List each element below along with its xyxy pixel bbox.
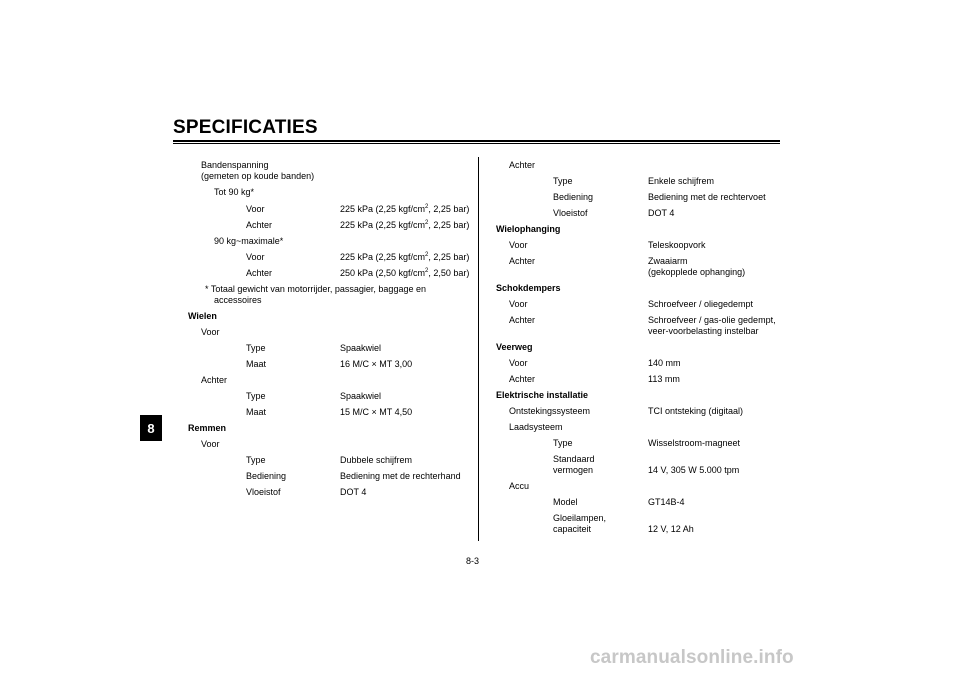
shocks-rear-value-1: Schroefveer / gas-olie gedempt, (648, 315, 776, 325)
watermark: carmanualsonline.info (590, 647, 794, 668)
brakes-rear-op-label: Bediening (553, 192, 594, 202)
to-max-label: 90 kg~maximale* (214, 236, 284, 246)
travel-front-label: Voor (509, 358, 528, 368)
up-to-90-front-label: Voor (246, 204, 265, 214)
brakes-rear-label: Achter (509, 160, 536, 170)
travel-rear-value: 113 mm (648, 374, 680, 384)
shocks-rear-label: Achter (509, 315, 536, 325)
battery-capacity-label-1: Gloeilampen, (553, 513, 607, 523)
ignition-value: TCI ontsteking (digitaal) (648, 406, 744, 416)
charging-type-value: Wisselstroom-magneet (648, 438, 741, 448)
up-to-90-label: Tot 90 kg* (214, 187, 255, 197)
battery-model-value: GT14B-4 (648, 497, 685, 507)
brakes-rear-type-label: Type (553, 176, 573, 186)
wheels-front-size-label: Maat (246, 359, 267, 369)
brakes-front-label: Voor (201, 439, 220, 449)
suspension-rear-value-2: (gekopplede ophanging) (648, 267, 746, 277)
battery-capacity-label-2: capaciteit (553, 524, 592, 534)
tire-pressure-note: (gemeten op koude banden) (201, 171, 315, 181)
charging-output-label-1: Standaard (553, 454, 595, 464)
tire-pressure-label: Bandenspanning (201, 160, 269, 170)
title-rule-thin (173, 143, 780, 144)
footnote-line-2: accessoires (214, 295, 262, 305)
suspension-rear-value-1: Zwaaiarm (648, 256, 688, 266)
shocks-rear-value-2: veer-voorbelasting instelbar (648, 326, 759, 336)
ignition-label: Ontstekingssysteem (509, 406, 591, 416)
charging-output-label-2: vermogen (553, 465, 594, 475)
travel-front-value: 140 mm (648, 358, 681, 368)
brakes-rear-type-value: Enkele schijfrem (648, 176, 715, 186)
wheels-front-label: Voor (201, 327, 220, 337)
up-to-90-rear-label: Achter (246, 220, 273, 230)
charging-label: Laadsysteem (509, 422, 563, 432)
page-number: 8-3 (466, 556, 480, 566)
wheels-front-type-label: Type (246, 343, 266, 353)
up-to-90-rear-value: 225 kPa (2,25 kgf/$cm^2$, 2,25 bar) (340, 220, 470, 230)
battery-model-label: Model (553, 497, 578, 507)
footnote-line-1: * Totaal gewicht van motorrijder, passagier, baggage en (205, 284, 426, 294)
battery-label: Accu (509, 481, 530, 491)
suspension-front-label: Voor (509, 240, 528, 250)
shocks-front-value: Schroefveer / oliegedempt (648, 299, 754, 309)
wheels-front-type-value: Spaakwiel (340, 343, 382, 353)
brakes-front-type-value: Dubbele schijfrem (340, 455, 413, 465)
electrical-heading: Elektrische installatie (496, 390, 589, 400)
brakes-front-fluid-label: Vloeistof (246, 487, 281, 497)
up-to-90-front-value: 225 kPa (2,25 kgf/$cm^2$, 2,25 bar) (340, 204, 470, 214)
to-max-front-label: Voor (246, 252, 265, 262)
wheels-rear-size-value: 15 M/C × MT 4,50 (340, 407, 413, 417)
to-max-rear-value: 250 kPa (2,50 kgf/$cm^2$, 2,50 bar) (340, 268, 470, 278)
wheels-rear-type-value: Spaakwiel (340, 391, 382, 401)
travel-heading: Veerweg (496, 342, 533, 352)
to-max-rear-label: Achter (246, 268, 273, 278)
brakes-front-op-label: Bediening (246, 471, 287, 481)
wheels-rear-size-label: Maat (246, 407, 267, 417)
brakes-rear-fluid-value: DOT 4 (648, 208, 675, 218)
travel-rear-label: Achter (509, 374, 536, 384)
suspension-heading: Wielophanging (496, 224, 561, 234)
brakes-front-type-label: Type (246, 455, 266, 465)
battery-capacity-value: 12 V, 12 Ah (648, 524, 694, 534)
brakes-front-op-value: Bediening met de rechterhand (340, 471, 461, 481)
wheels-rear-type-label: Type (246, 391, 266, 401)
shocks-heading: Schokdempers (496, 283, 561, 293)
brakes-heading: Remmen (188, 423, 227, 433)
page-title: SPECIFICATIES (173, 117, 318, 138)
brakes-rear-op-value: Bediening met de rechtervoet (648, 192, 766, 202)
wheels-rear-label: Achter (201, 375, 228, 385)
suspension-front-value: Teleskoopvork (648, 240, 706, 250)
charging-type-label: Type (553, 438, 573, 448)
to-max-front-value: 225 kPa (2,25 kgf/$cm^2$, 2,25 bar) (340, 252, 470, 262)
wheels-heading: Wielen (188, 311, 217, 321)
charging-output-value: 14 V, 305 W 5.000 tpm (648, 465, 740, 475)
shocks-front-label: Voor (509, 299, 528, 309)
title-rule (173, 140, 780, 142)
chapter-tab: 8 (140, 415, 162, 441)
suspension-rear-label: Achter (509, 256, 536, 266)
brakes-front-fluid-value: DOT 4 (340, 487, 367, 497)
column-divider (478, 157, 479, 541)
wheels-front-size-value: 16 M/C × MT 3,00 (340, 359, 413, 369)
brakes-rear-fluid-label: Vloeistof (553, 208, 588, 218)
